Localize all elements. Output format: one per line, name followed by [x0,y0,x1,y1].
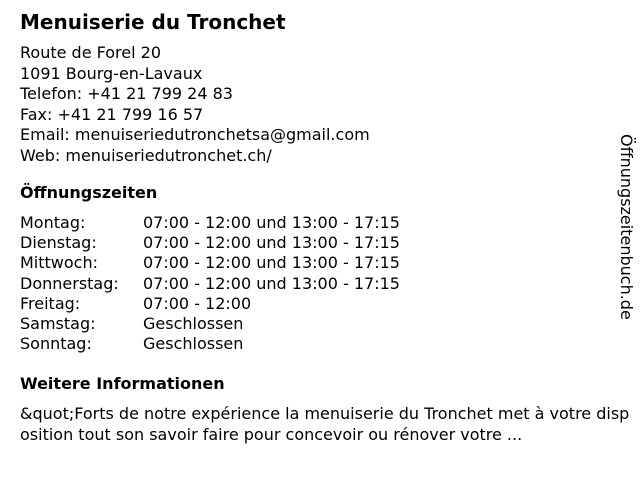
more-info-heading: Weitere Informationen [20,374,225,393]
day-label: Donnerstag: [20,273,119,293]
address-street: Route de Forel 20 [20,43,161,62]
email-address: Email: menuiseriedutronchetsa@gmail.com [20,125,370,145]
day-label: Freitag: [20,293,81,313]
business-description: &quot;Forts de notre expérience la menuiserie du Tronchet met à votre disposition tout son savoir faire pour concevoir ou rénover votre ... [20,404,630,444]
hours-value: 07:00 - 12:00 und 13:00 - 17:15 [143,213,400,232]
hours-value: Geschlossen [143,313,244,333]
day-label: Samstag: [20,313,96,333]
website: Web: menuiseriedutronchet.ch/ [20,145,272,165]
day-label: Sonntag: [20,334,92,354]
hours-value: 07:00 - 12:00 und 13:00 - 17:15 [143,273,400,293]
fax-number: Fax: +41 21 799 16 57 [20,104,204,124]
day-label: Dienstag: [20,233,97,253]
hours-value: 07:00 - 12:00 und 13:00 - 17:15 [143,233,400,253]
day-label: Montag: [20,213,86,232]
address-city: 1091 Bourg-en-Lavaux [20,63,203,83]
company-name: Menuiserie du Tronchet [20,10,286,34]
day-label: Mittwoch: [20,253,98,273]
hours-value: 07:00 - 12:00 und 13:00 - 17:15 [143,253,400,273]
hours-value: 07:00 - 12:00 [143,293,252,313]
phone-number: Telefon: +41 21 799 24 83 [20,84,233,104]
opening-hours-heading: Öffnungszeiten [20,183,158,202]
contact-block [20,43,370,167]
hours-value: Geschlossen [143,334,244,354]
side-brand-watermark: Öffnungszeitenbuch.de [617,134,636,320]
